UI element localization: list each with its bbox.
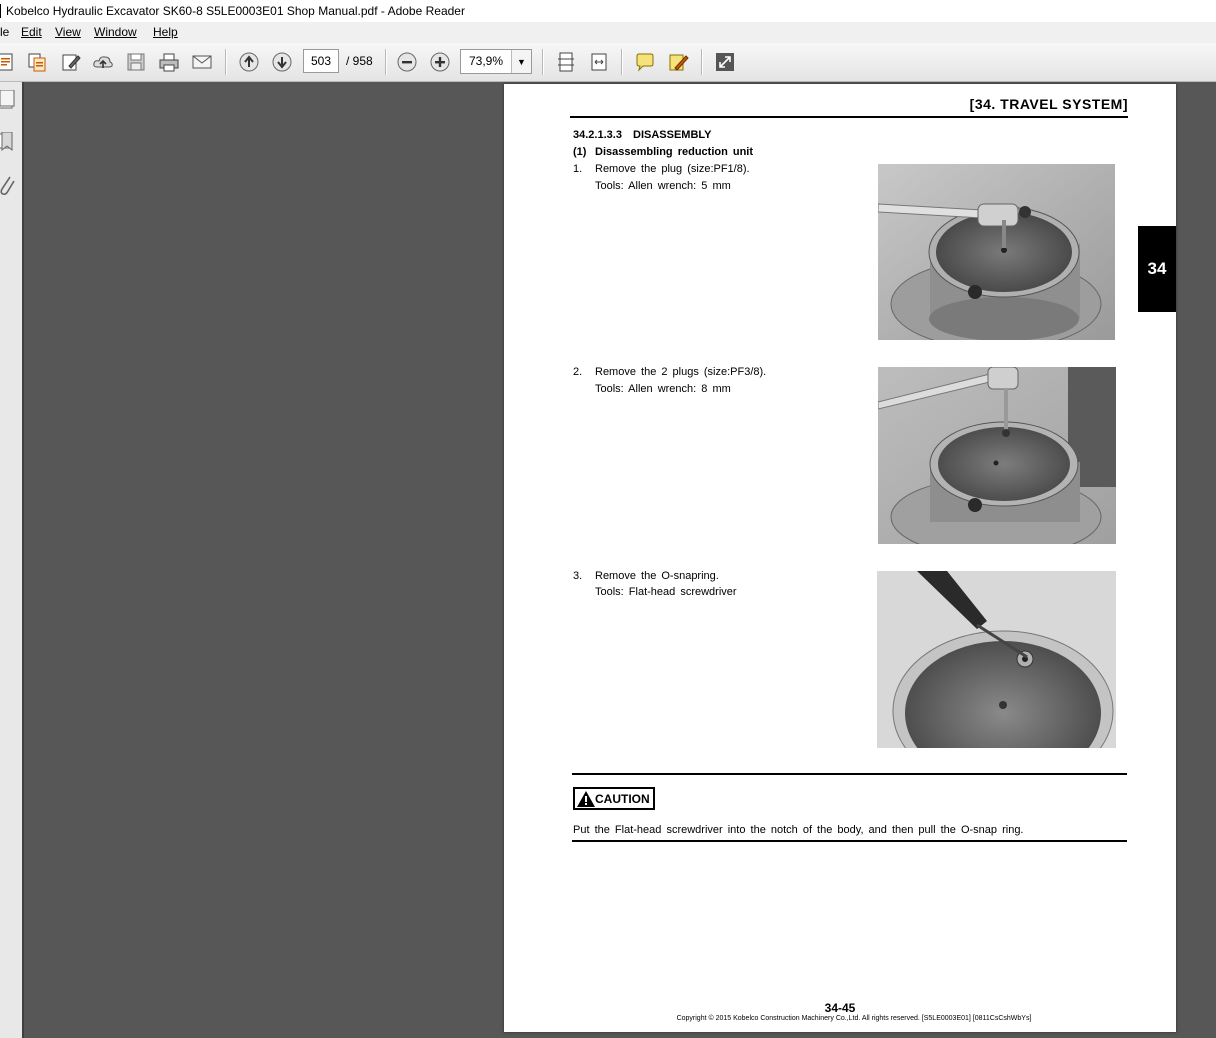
caution-text: Put the Flat-head screwdriver into the notch of the body, and then pull the O-snap ring.	[573, 824, 1024, 836]
fit-width-icon[interactable]	[587, 50, 611, 74]
next-page-icon[interactable]	[270, 50, 294, 74]
zoom-field[interactable]	[460, 49, 532, 74]
menu-help-label: Help	[153, 25, 178, 39]
email-icon[interactable]	[190, 50, 214, 74]
title-bar-edge	[0, 4, 1, 18]
step-3-text: Remove the O-snapring.	[595, 570, 719, 582]
step-1-text: Remove the plug (size:PF1/8).	[595, 163, 750, 175]
attachments-icon[interactable]	[0, 175, 16, 195]
zoom-dropdown-icon[interactable]: ▼	[511, 50, 531, 73]
menu-view-label: View	[55, 25, 81, 39]
zoom-in-icon[interactable]	[428, 50, 452, 74]
caution-label: CAUTION	[595, 791, 650, 806]
step-1-photo-graphic	[878, 164, 1115, 340]
save-icon[interactable]	[124, 50, 148, 74]
menu-edit-label: Edit	[21, 25, 42, 39]
subsection-number: (1)	[573, 146, 587, 158]
combine-icon[interactable]	[25, 50, 49, 74]
step-1-photo	[878, 164, 1115, 340]
fit-page-icon[interactable]	[554, 50, 578, 74]
navigation-pane	[0, 82, 24, 1038]
step-2-photo	[878, 367, 1116, 544]
step-2-photo-graphic	[878, 367, 1116, 544]
bookmarks-icon[interactable]	[0, 132, 16, 152]
step-1-tools: Tools: Allen wrench: 5 mm	[595, 180, 731, 192]
page-thumbnails-icon[interactable]	[0, 90, 16, 110]
window-title-bar	[0, 0, 1216, 22]
page-total: / 958	[346, 54, 373, 68]
toolbar-separator	[542, 49, 544, 75]
pdf-page	[504, 84, 1176, 1032]
menu-view[interactable]	[55, 22, 81, 43]
previous-page-icon[interactable]	[237, 50, 261, 74]
section-title: DISASSEMBLY	[633, 129, 712, 141]
edit-icon[interactable]	[59, 50, 83, 74]
step-3-photo-graphic	[877, 571, 1116, 748]
toolbar-separator	[701, 49, 703, 75]
step-3-number: 3.	[573, 570, 583, 582]
comment-icon[interactable]	[633, 50, 657, 74]
upload-icon[interactable]	[91, 50, 115, 74]
step-2-tools: Tools: Allen wrench: 8 mm	[595, 383, 731, 395]
subsection-title: Disassembling reduction unit	[595, 146, 754, 158]
toolbar-separator	[621, 49, 623, 75]
section-number: 34.2.1.3.3	[573, 129, 622, 141]
caution-bottom-rule	[572, 840, 1127, 842]
menu-window[interactable]	[94, 22, 137, 43]
header-rule	[570, 116, 1128, 118]
sign-icon[interactable]	[666, 50, 690, 74]
toolbar-separator	[385, 49, 387, 75]
step-2-number: 2.	[573, 366, 583, 378]
menu-file[interactable]: le	[0, 25, 10, 39]
window-title: Kobelco Hydraulic Excavator SK60-8 S5LE0003E01 Shop Manual.pdf - Adobe Reader	[6, 4, 465, 18]
menu-help[interactable]	[153, 22, 178, 43]
step-3-photo	[877, 571, 1116, 748]
caution-badge	[573, 787, 655, 810]
page-number: 34-45	[824, 1001, 856, 1015]
step-2-text: Remove the 2 plugs (size:PF3/8).	[595, 366, 767, 378]
menu-edit[interactable]	[21, 22, 42, 43]
menu-window-label: Window	[94, 25, 137, 39]
copyright: Copyright © 2015 Kobelco Construction Machinery Co.,Ltd. All rights reserved. [S5LE0003E01] [0811CsCshWbYs]	[676, 1015, 1032, 1022]
print-icon[interactable]	[157, 50, 181, 74]
create-pdf-icon[interactable]	[0, 50, 18, 74]
section-tab: 34	[1138, 226, 1176, 312]
menu-bar	[0, 22, 1216, 43]
caution-top-rule	[572, 773, 1127, 775]
page-number-input[interactable]: 503	[303, 49, 339, 73]
section-header: [34. TRAVEL SYSTEM]	[969, 96, 1128, 112]
warning-icon	[577, 791, 595, 807]
expand-icon[interactable]	[713, 50, 737, 74]
zoom-out-icon[interactable]	[395, 50, 419, 74]
toolbar	[0, 43, 1216, 82]
step-1-number: 1.	[573, 163, 583, 175]
step-3-tools: Tools: Flat-head screwdriver	[595, 586, 737, 598]
zoom-value[interactable]: 73,9%	[468, 54, 504, 68]
toolbar-separator	[225, 49, 227, 75]
